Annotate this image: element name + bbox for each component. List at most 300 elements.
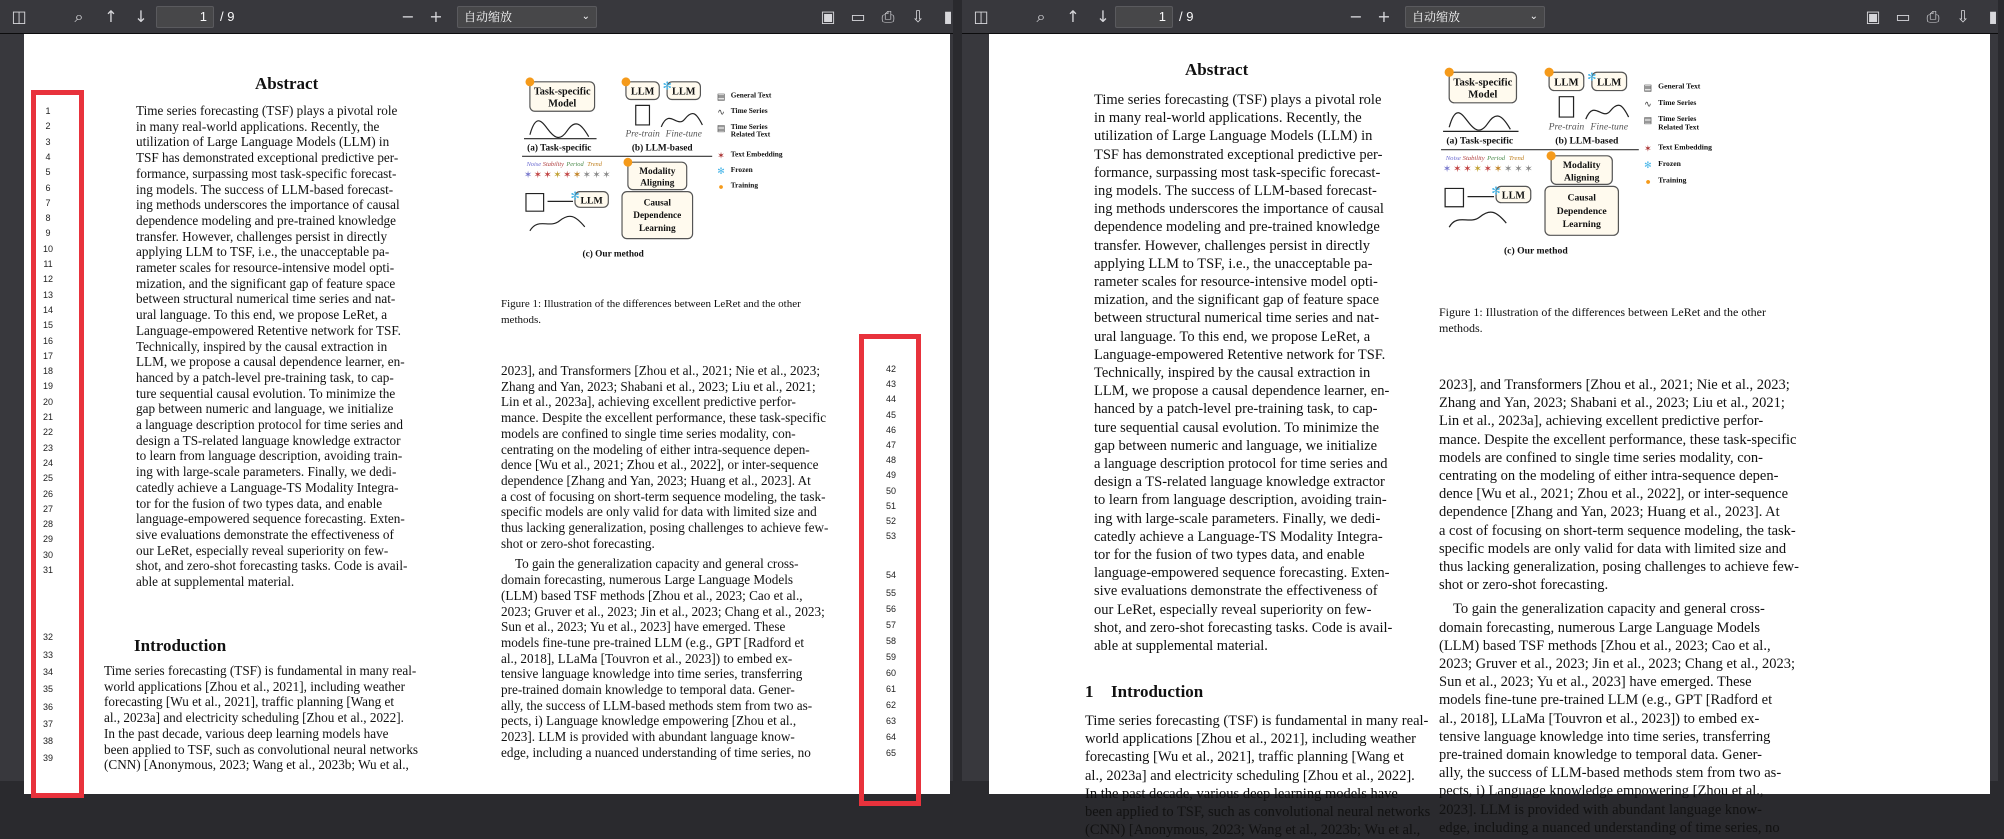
legend-icon: ✻ xyxy=(1644,160,1652,171)
abstract-line: in many real-world applications. Recently, the xyxy=(1094,110,1362,127)
right-column-line: To gain the generalization capacity and general cross- xyxy=(515,556,799,572)
text-embedding-icon: ✶ xyxy=(1514,164,1523,176)
right-column-line: pects, i) Language knowledge empowering [Zhou et al., xyxy=(501,713,797,729)
zoom-in-icon[interactable]: + xyxy=(1377,7,1391,26)
search-icon[interactable]: ⌕ xyxy=(74,7,84,26)
line-number-right: 43 xyxy=(885,379,896,390)
abstract-line: hanced by a patch-level pre-training task, to cap- xyxy=(1094,401,1378,418)
text-embedding-icon: ✶ xyxy=(523,169,533,181)
abstract-line: Time series forecasting (TSF) plays a pivotal role xyxy=(1094,92,1382,108)
line-number-right: 49 xyxy=(885,470,896,481)
legend-label: Time Series xyxy=(1658,114,1697,124)
abstract-line: ture sequential causal evolution. To minimize the xyxy=(136,385,396,401)
line-number-right: 64 xyxy=(885,732,896,742)
line-number-right: 44 xyxy=(885,394,896,405)
zoom-select[interactable] xyxy=(457,6,597,28)
right-column-line: Zhang and Yan, 2023; Shabani et al., 2023; Liu et al., 2021; xyxy=(1439,395,1785,412)
intro-line: forecasting [Wu et al., 2021], traffic planning [Wang et xyxy=(1085,749,1404,766)
pdf-viewer-left xyxy=(0,0,953,781)
right-column-line: pre-trained domain knowledge to temporal data. Gener- xyxy=(1439,747,1763,763)
line-number-right: 42 xyxy=(885,364,896,374)
right-column-line: 2023]. LLM is provided with abundant language know- xyxy=(1439,801,1762,818)
text-embedding-icon: ✶ xyxy=(582,169,591,181)
abstract-line: language-empowered sequence forecasting. Exten- xyxy=(1094,565,1390,582)
line-number-left: 33 xyxy=(42,650,53,660)
pdf-page xyxy=(989,34,1990,839)
abstract-line: transfer. However, challenges persist in directly xyxy=(136,228,388,244)
figure-text: Task-specific xyxy=(1453,76,1513,89)
abstract-line: a language description protocol for time series and xyxy=(136,417,403,432)
chevron-down-icon: ⌄ xyxy=(1529,11,1538,22)
abstract-line: ing with large-scale parameters. Finally, we dedi- xyxy=(136,464,397,480)
line-number-right: 63 xyxy=(885,716,896,726)
ts-input-box xyxy=(526,194,544,212)
line-number-left: 10 xyxy=(42,243,53,254)
figure-text: Stability xyxy=(542,161,565,169)
line-number-left: 39 xyxy=(42,753,53,764)
text-embedding-icon: ✶ xyxy=(602,169,611,181)
figure-text: (c) Our method xyxy=(582,249,644,260)
intro-heading: Introduction xyxy=(1111,682,1204,701)
right-column-line: models fine-tune pre-trained LLM (e.g., GPT [Radford et xyxy=(1439,692,1773,709)
intro-line: (CNN) [Anonymous, 2023; Wang et al., 2023b; Wu et al., xyxy=(104,757,409,773)
text-embedding-icon: ✶ xyxy=(1493,164,1503,176)
figure-text: Stability xyxy=(1462,154,1485,162)
right-column-line: 2023; Gruver et al., 2023; Jin et al., 2023; Chang et al., 2023; xyxy=(1439,656,1795,672)
line-number-left: 8 xyxy=(45,213,51,224)
line-number-left: 18 xyxy=(42,366,53,377)
figure-text: Aligning xyxy=(1563,172,1600,184)
abstract-line: in many real-world applications. Recently, the xyxy=(136,118,380,134)
right-column-line: Lin et al., 2023a], achieving excellent predictive perfor- xyxy=(501,394,796,410)
previous-page-icon[interactable]: ↑ xyxy=(1066,7,1080,26)
right-column-line: dependence [Zhang and Yan, 2023; Huang et al., 2023]. At xyxy=(501,472,811,488)
line-number-right: 45 xyxy=(885,409,896,420)
legend-icon: ✶ xyxy=(1644,143,1652,154)
text-embedding-icon: ✶ xyxy=(572,169,582,181)
text-embedding-icon: ✶ xyxy=(1473,164,1483,176)
right-column-line: Sun et al., 2023; Yu et al., 2023] have emerged. These xyxy=(1439,674,1752,691)
right-column-line: Lin et al., 2023a], achieving excellent predictive perfor- xyxy=(1439,413,1764,430)
right-column-line: pre-trained domain knowledge to temporal data. Gener- xyxy=(501,682,795,697)
abstract-line: ural language. To this end, we propose LeRet, a xyxy=(136,307,388,323)
flame-icon xyxy=(1445,68,1454,77)
legend-icon: ▤ xyxy=(716,91,726,102)
abstract-line: between structural numerical time series and nat- xyxy=(1094,310,1380,327)
snowflake-icon: ✻ xyxy=(662,80,672,93)
figure-text: Fine-tune xyxy=(1590,121,1629,133)
abstract-line: Technically, inspired by the causal extraction in xyxy=(136,338,388,354)
right-column-line: edge, including a nuanced understanding of time series, no xyxy=(1439,819,1780,836)
figure-caption-line: Figure 1: Illustration of the differences between LeRet and the other xyxy=(1439,305,1766,319)
abstract-heading: Abstract xyxy=(255,74,319,93)
page-count: / 9 xyxy=(1179,9,1194,24)
right-column-line: 2023], and Transformers [Zhou et al., 2021; Nie et al., 2023; xyxy=(501,363,821,378)
figure-text: Pre-train xyxy=(625,129,660,140)
zoom-out-icon[interactable]: − xyxy=(1349,7,1363,26)
figure-text: LLM xyxy=(630,86,655,98)
right-column-line: al., 2018], LLaMa [Touvron et al., 2023]) to embed ex- xyxy=(501,650,793,666)
right-column-line: domain forecasting, numerous Large Language Models xyxy=(1439,619,1761,636)
line-number-right: 52 xyxy=(885,516,896,526)
line-number-left: 20 xyxy=(42,396,53,407)
abstract-line: tor for the fusion of two types data, and enable xyxy=(136,495,383,511)
right-column-line: dence [Wu et al., 2021; Zhou et al., 2022], or inter-sequence xyxy=(501,457,819,473)
open-file-icon[interactable]: ▭ xyxy=(1895,7,1911,26)
line-number-left: 31 xyxy=(42,565,53,575)
legend-label: Training xyxy=(1658,175,1687,185)
line-number-left: 13 xyxy=(42,289,53,300)
zoom-value: 自动缩放 xyxy=(464,10,513,24)
abstract-line: shot, and zero-shot forecasting tasks. Code is avail- xyxy=(1094,619,1393,636)
abstract-line: Technically, inspired by the causal extraction in xyxy=(1094,365,1371,381)
abstract-line: LLM, we propose a causal dependence learner, en- xyxy=(136,354,405,370)
snowflake-icon: ✻ xyxy=(1587,71,1597,84)
figure-text: Model xyxy=(548,98,577,110)
figure-text: Modality xyxy=(639,166,676,177)
right-column-line: mance. Despite the excellent performance, these task-specific xyxy=(1439,431,1797,448)
line-number-left: 23 xyxy=(42,442,53,453)
snowflake-icon: ✻ xyxy=(570,190,580,203)
figure-text: (a) Task-specific xyxy=(1446,135,1514,147)
figure-text: Learning xyxy=(1562,219,1601,231)
line-number-right: 46 xyxy=(885,424,896,435)
line-number-left: 17 xyxy=(42,350,53,361)
legend-icon: ✻ xyxy=(717,165,725,176)
print-icon[interactable]: ⎙ xyxy=(881,7,895,26)
abstract-line: utilization of Large Language Models (LLM) in xyxy=(1094,128,1373,145)
line-number-left: 26 xyxy=(42,488,53,499)
doc-icon xyxy=(1559,97,1573,117)
flame-icon xyxy=(1545,68,1554,77)
line-number-left: 16 xyxy=(42,335,53,346)
line-number-left: 25 xyxy=(42,473,53,484)
right-column-line: shot or zero-shot forecasting. xyxy=(1439,577,1609,594)
legend-label: Time Series xyxy=(1658,97,1697,107)
zoom-in-icon[interactable]: + xyxy=(429,7,443,26)
right-column-line: pects, i) Language knowledge empowering [Zhou et al., xyxy=(1439,783,1764,800)
figure-caption-line: methods. xyxy=(501,314,542,326)
legend-label: General Text xyxy=(1658,81,1701,91)
right-column-line: tensive language knowledge into time series, transferring xyxy=(1439,728,1771,745)
abstract-line: sive evaluations demonstrate the effectiveness of xyxy=(136,526,394,542)
right-column-line: 2023]. LLM is provided with abundant language know- xyxy=(501,729,795,745)
abstract-line: ing methods underscores the importance of causal xyxy=(136,197,400,213)
text-embedding-icon: ✶ xyxy=(1463,164,1472,176)
legend-label: Time Series xyxy=(730,121,768,131)
figure-caption-line: methods. xyxy=(1439,321,1483,335)
intro-line: (CNN) [Anonymous, 2023; Wang et al., 2023b; Wu et al., xyxy=(1085,822,1421,839)
intro-line: In the past decade, various deep learning models have xyxy=(104,725,389,741)
legend-icon: ▤ xyxy=(1643,82,1653,93)
abstract-line: ing models. The success of LLM-based forecast- xyxy=(136,181,394,197)
chevron-down-icon: ⌄ xyxy=(581,11,590,22)
intro-line: Time series forecasting (TSF) is fundamental in many real- xyxy=(1085,713,1429,729)
intro-section-number: 1 xyxy=(1085,682,1094,701)
line-number-right: 54 xyxy=(885,570,896,580)
flame-icon xyxy=(623,158,632,167)
zoom-value: 自动缩放 xyxy=(1412,10,1461,24)
time-series-curve xyxy=(530,216,585,231)
figure-text: Noise xyxy=(1445,154,1461,162)
doc-icon xyxy=(636,105,650,125)
right-column-line: centrating on the modeling of either intra-sequence depen- xyxy=(1439,468,1779,484)
abstract-line: ing methods underscores the importance of causal xyxy=(1094,201,1384,218)
right-column-line: Sun et al., 2023; Yu et al., 2023] have emerged. These xyxy=(501,619,786,635)
abstract-line: to learn from language description, avoiding train- xyxy=(1094,492,1387,509)
right-column-line: a cost of focusing on short-term sequence modeling, the task- xyxy=(501,488,826,504)
line-number-right: 50 xyxy=(885,485,896,496)
text-embedding-icon: ✶ xyxy=(1483,164,1493,176)
sidebar-toggle-icon[interactable]: ◫ xyxy=(11,7,27,26)
text-embedding-icon: ✶ xyxy=(533,169,542,181)
download-icon[interactable]: ⇩ xyxy=(1956,7,1970,26)
legend-icon: ▤ xyxy=(716,122,726,133)
legend-label: Related Text xyxy=(730,129,771,139)
line-number-right: 51 xyxy=(885,500,896,511)
right-column-line: edge, including a nuanced understanding of time series, no xyxy=(501,744,811,760)
line-number-left: 27 xyxy=(42,503,53,514)
presentation-icon[interactable]: ▣ xyxy=(1865,7,1881,26)
abstract-line: language-empowered sequence forecasting. Exten- xyxy=(136,511,405,527)
figure-text: LLM xyxy=(1597,76,1622,89)
right-column-line: thus lacking generalization, posing challenges to achieve few- xyxy=(501,520,829,535)
figure-text: LLM xyxy=(1501,190,1526,202)
abstract-line: Time series forecasting (TSF) plays a pivotal role xyxy=(136,103,398,118)
figure-text: Dependence xyxy=(633,211,682,222)
right-column-line: specific models are only valid for data with limited size and xyxy=(501,504,817,520)
line-number-left: 6 xyxy=(45,182,51,193)
time-series-curve xyxy=(661,114,702,127)
abstract-line: applying LLM to TSF, i.e., the unacceptable pa- xyxy=(1094,255,1373,272)
abstract-line: ture sequential causal evolution. To minimize the xyxy=(1094,419,1380,436)
presentation-icon[interactable]: ▣ xyxy=(820,7,836,26)
legend-label: Related Text xyxy=(1658,122,1700,132)
text-embedding-icon: ✶ xyxy=(1524,164,1533,176)
legend-label: Text Embedding xyxy=(730,149,783,159)
abstract-line: our LeRet, especially reveal superiority on few- xyxy=(1094,601,1372,618)
figure-text: Trend xyxy=(587,161,602,169)
figure-text: Task-specific xyxy=(533,86,591,98)
intro-line: been applied to TSF, such as convolutional neural networks xyxy=(1085,804,1431,820)
line-number-left: 21 xyxy=(42,412,53,422)
abstract-line: a language description protocol for time series and xyxy=(1094,456,1388,472)
next-page-icon[interactable]: ↓ xyxy=(1096,7,1110,26)
figure-text: Trend xyxy=(1508,154,1525,162)
search-icon[interactable]: ⌕ xyxy=(1036,7,1046,26)
right-column-line: (LLM) based TSF methods [Zhou et al., 2023; Cao et al., xyxy=(1439,637,1771,654)
intro-line: world applications [Zhou et al., 2021], including weather xyxy=(1085,731,1416,748)
intro-line: been applied to TSF, such as convolutional neural networks xyxy=(104,741,419,757)
bookmark-icon[interactable]: ▮ xyxy=(1988,7,1998,26)
figure-text: Causal xyxy=(643,198,671,209)
line-number-left: 12 xyxy=(42,274,53,285)
sidebar-toggle-icon[interactable]: ◫ xyxy=(973,7,989,26)
ts-input-box xyxy=(1445,188,1463,206)
zoom-out-icon[interactable]: − xyxy=(401,7,415,26)
line-number-left: 11 xyxy=(43,259,53,269)
pdf-toolbar xyxy=(962,0,1998,34)
open-file-icon[interactable]: ▭ xyxy=(850,7,866,26)
line-number-left: 29 xyxy=(42,534,53,545)
line-number-left: 4 xyxy=(45,151,51,162)
abstract-line: dependence modeling and pre-trained knowledge xyxy=(136,212,396,228)
line-number-right: 61 xyxy=(885,684,896,694)
abstract-line: mization, and the significant gap of feature space xyxy=(136,275,396,291)
abstract-line: gap between numeric and language, we initialize xyxy=(136,401,394,417)
right-column-line: tensive language knowledge into time series, transferring xyxy=(501,666,803,682)
time-series-curve xyxy=(1586,105,1629,119)
right-column-line: 2023], and Transformers [Zhou et al., 2021; Nie et al., 2023; xyxy=(1439,377,1790,393)
line-number-left: 19 xyxy=(42,381,53,392)
legend-label: Text Embedding xyxy=(1658,142,1712,152)
line-number-left: 30 xyxy=(42,549,53,560)
snowflake-icon: ✻ xyxy=(1491,185,1501,198)
intro-line: al., 2023a] and electricity scheduling [Zhou et al., 2022]. xyxy=(1085,767,1415,784)
line-number-right: 57 xyxy=(885,620,896,630)
right-column-line: a cost of focusing on short-term sequence modeling, the task- xyxy=(1439,522,1796,539)
line-number-left: 38 xyxy=(42,736,53,746)
intro-line: world applications [Zhou et al., 2021], including weather xyxy=(104,678,406,694)
abstract-line: dependence modeling and pre-trained knowledge xyxy=(1094,219,1380,236)
figure-text: LLM xyxy=(580,195,603,207)
abstract-line: shot, and zero-shot forecasting tasks. Code is avail- xyxy=(136,558,408,574)
abstract-line: to learn from language description, avoiding train- xyxy=(136,448,403,464)
legend-icon: ▤ xyxy=(1643,115,1653,126)
line-number-right: 48 xyxy=(885,455,896,466)
page-number-input[interactable]: 1 xyxy=(1115,6,1173,28)
figure-text: (b) LLM-based xyxy=(1555,135,1619,147)
line-number-left: 3 xyxy=(45,136,51,147)
line-number-right: 47 xyxy=(885,440,896,450)
text-embedding-icon: ✶ xyxy=(563,169,572,181)
abstract-line: tor for the fusion of two types data, and enable xyxy=(1094,547,1365,563)
abstract-line: Language-empowered Retentive network for TSF. xyxy=(1094,346,1386,363)
figure-text: (b) LLM-based xyxy=(631,143,693,154)
time-series-curve xyxy=(530,121,589,138)
figure-text: Noise xyxy=(526,161,542,169)
abstract-line: our LeRet, especially reveal superiority on few- xyxy=(136,542,389,558)
intro-line: al., 2023a] and electricity scheduling [Zhou et al., 2022]. xyxy=(104,710,404,726)
line-number-left: 14 xyxy=(42,304,53,315)
pdf-toolbar xyxy=(0,0,953,34)
figure-text: Model xyxy=(1468,88,1498,101)
abstract-line: applying LLM to TSF, i.e., the unacceptable pa- xyxy=(136,244,390,260)
figure-text: Fine-tune xyxy=(665,129,702,140)
figure-text: Dependence xyxy=(1556,205,1607,217)
page-number-input[interactable]: 1 xyxy=(156,6,214,28)
figure-text: (c) Our method xyxy=(1503,245,1568,257)
line-number-left: 9 xyxy=(45,228,51,239)
line-number-left: 35 xyxy=(42,684,53,695)
right-column-line: mance. Despite the excellent performance, these task-specific xyxy=(501,410,827,426)
figure-text: Modality xyxy=(1562,160,1601,172)
line-number-right: 60 xyxy=(885,668,896,678)
line-number-left: 2 xyxy=(45,121,51,132)
legend-label: General Text xyxy=(730,90,772,100)
intro-heading: Introduction xyxy=(134,636,227,655)
line-number-left: 7 xyxy=(45,197,51,208)
download-icon[interactable]: ⇩ xyxy=(911,7,925,26)
figure-text: Pre-train xyxy=(1548,121,1585,133)
line-number-left: 15 xyxy=(42,320,53,331)
legend-label: Frozen xyxy=(730,165,753,174)
intro-line: Time series forecasting (TSF) is fundamental in many real- xyxy=(104,663,417,678)
time-series-curve xyxy=(1449,212,1506,227)
flame-icon xyxy=(525,77,534,86)
right-column-line: models fine-tune pre-trained LLM (e.g., GPT [Radford et xyxy=(501,634,804,650)
right-column-line: To gain the generalization capacity and general cross- xyxy=(1453,601,1765,618)
abstract-line: rameter scales for resource-intensive model opti- xyxy=(1094,274,1378,290)
next-page-icon[interactable]: ↓ xyxy=(134,7,148,26)
abstract-line: utilization of Large Language Models (LLM) in xyxy=(136,134,390,150)
figure-text: Learning xyxy=(638,223,676,234)
abstract-line: transfer. However, challenges persist in directly xyxy=(1094,237,1371,254)
intro-line: forecasting [Wu et al., 2021], traffic planning [Wang et xyxy=(104,694,395,710)
print-icon[interactable]: ⎙ xyxy=(1926,7,1940,26)
pdf-viewer-right xyxy=(962,0,1998,839)
line-number-left: 34 xyxy=(42,667,53,678)
abstract-line: catedly achieve a Language-TS Modality Integra- xyxy=(1094,528,1383,545)
flame-icon xyxy=(1547,151,1556,160)
line-number-left: 22 xyxy=(42,427,53,438)
legend-label: Frozen xyxy=(1658,159,1681,168)
right-column-line: dence [Wu et al., 2021; Zhou et al., 2022], or inter-sequence xyxy=(1439,486,1789,503)
highlight-box-right-line-numbers xyxy=(859,334,921,806)
right-column-line: 2023; Gruver et al., 2023; Jin et al., 2023; Chang et al., 2023; xyxy=(501,603,825,619)
text-embedding-icon: ✶ xyxy=(543,169,552,181)
abstract-line: design a TS-related language knowledge extractor xyxy=(1094,474,1385,491)
line-number-left: 5 xyxy=(45,167,51,178)
pdf-page xyxy=(24,34,950,794)
line-number-right: 53 xyxy=(885,531,896,542)
line-number-left: 37 xyxy=(42,718,53,729)
right-column-line: thus lacking generalization, posing challenges to achieve few- xyxy=(1439,559,1799,575)
legend-icon: ✶ xyxy=(717,150,725,161)
zoom-select[interactable] xyxy=(1405,6,1545,28)
figure-text: Aligning xyxy=(640,178,675,189)
text-embedding-icon: ✶ xyxy=(592,169,601,181)
legend-label: Time Series xyxy=(730,106,768,116)
abstract-line: TSF has demonstrated exceptional predictive per- xyxy=(1094,146,1383,163)
abstract-line: able at supplemental material. xyxy=(1094,638,1268,654)
right-column-line: shot or zero-shot forecasting. xyxy=(501,535,655,551)
flame-icon xyxy=(622,77,631,86)
abstract-line: sive evaluations demonstrate the effectiveness of xyxy=(1094,583,1378,600)
abstract-line: between structural numerical time series and nat- xyxy=(136,291,396,307)
line-number-right: 59 xyxy=(885,652,896,662)
figure-1 xyxy=(1439,64,1755,268)
figure-text: Period xyxy=(566,161,584,169)
intro-line: In the past decade, various deep learning models have xyxy=(1085,785,1398,802)
text-embedding-icon: ✶ xyxy=(553,169,562,181)
line-number-left: 24 xyxy=(42,457,53,468)
figure-1 xyxy=(520,74,824,270)
abstract-line: formance, surpassing most task-specific forecast- xyxy=(1094,164,1381,181)
right-column-line: ally, the success of LLM-based methods stem from two as- xyxy=(1439,765,1782,782)
bookmark-icon[interactable]: ▮ xyxy=(943,7,953,26)
abstract-line: LLM, we propose a causal dependence learner, en- xyxy=(1094,383,1390,400)
line-number-right: 58 xyxy=(885,636,896,646)
line-number-right: 55 xyxy=(885,588,896,598)
previous-page-icon[interactable]: ↑ xyxy=(104,7,118,26)
text-embedding-icon: ✶ xyxy=(1442,164,1452,176)
abstract-line: ural language. To this end, we propose LeRet, a xyxy=(1094,328,1371,345)
right-column-line: Zhang and Yan, 2023; Shabani et al., 2023; Liu et al., 2021; xyxy=(501,378,816,394)
right-column-line: al., 2018], LLaMa [Touvron et al., 2023]) to embed ex- xyxy=(1439,710,1760,727)
figure-caption-line: Figure 1: Illustration of the differences between LeRet and the other xyxy=(501,298,801,310)
line-number-left: 36 xyxy=(42,701,53,712)
